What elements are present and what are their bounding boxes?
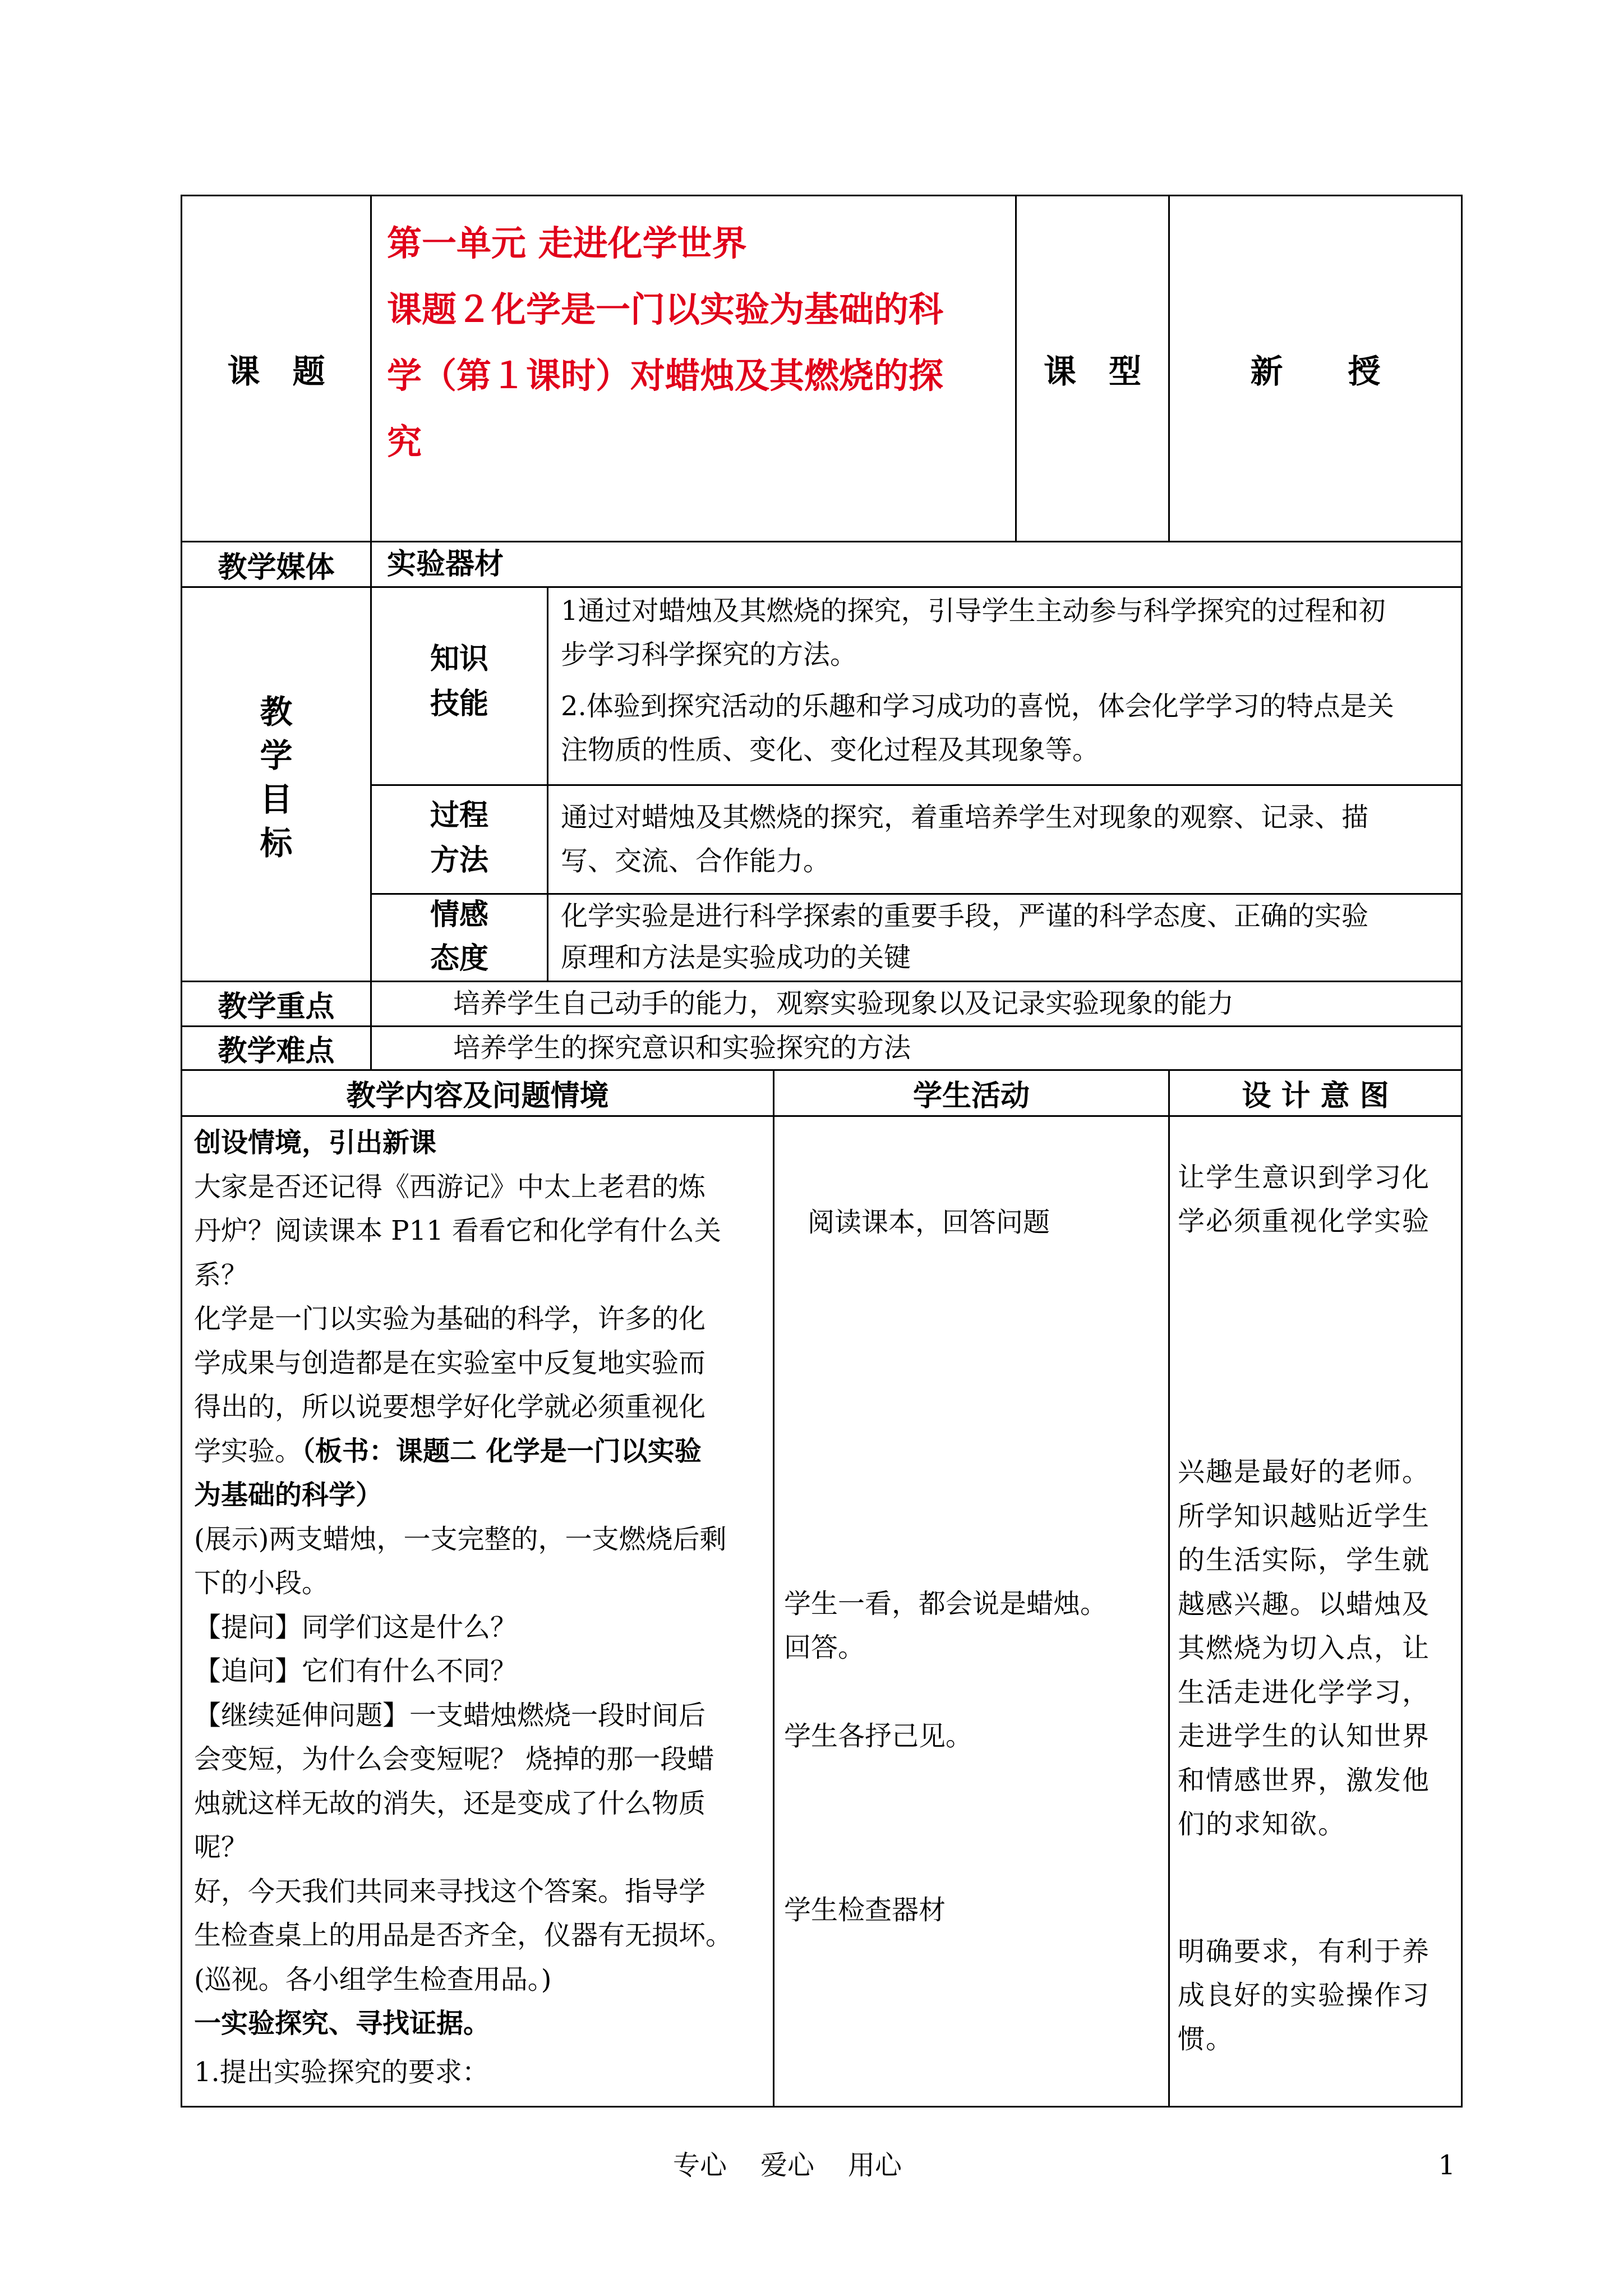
intent-line: 生活走进化学学习， (1178, 1676, 1431, 1708)
objective-label-line: 知识 (430, 642, 488, 676)
content-line: 系？ (194, 1259, 248, 1291)
intent-line: 的生活实际，学生就 (1178, 1544, 1431, 1576)
content-line: 化学是一门以实验为基础的科学，许多的化 (194, 1303, 706, 1335)
objective-text-line: 原理和方法是实验成功的关键 (561, 942, 911, 973)
objectives-label-char: 目 (260, 780, 293, 818)
objective-text-attitude (561, 895, 1458, 978)
intent-line: 其燃烧为切入点，让 (1178, 1632, 1431, 1664)
intent-line: 兴趣是最好的老师。 (1178, 1456, 1431, 1488)
content-line: 1.提出实验探究的要求： (194, 2056, 489, 2088)
activity-item: 学生各抒己见。 (784, 1720, 973, 1752)
column-header-content: 教学内容及问题情境 (346, 1079, 609, 1113)
intent-line: 们的求知欲。 (1178, 1809, 1347, 1840)
intent-block (1178, 1156, 1458, 1243)
objective-label-line: 态度 (430, 941, 488, 976)
activity-item: 阅读课本，回答问题 (808, 1207, 1050, 1238)
column-header-intent: 设 计 意 图 (1242, 1079, 1389, 1113)
objective-text-line: 化学实验是进行科学探索的重要手段，严谨的科学态度、正确的实验 (561, 900, 1369, 932)
objective-label-line: 情感 (430, 898, 488, 932)
objective-text-line: 通过对蜡烛及其燃烧的探究，着重培养学生对现象的观察、记录、描 (561, 802, 1369, 833)
objectives-label-char: 教 (260, 693, 293, 731)
type-label: 课 型 (1043, 352, 1141, 390)
objective-label-line: 技能 (430, 687, 488, 721)
media-value: 实验器材 (387, 547, 504, 581)
difficulty-label: 教学难点 (218, 1034, 335, 1068)
title-line: 课题２化学是一门以实验为基础的科 (387, 289, 944, 330)
activity-item: 回答。 (784, 1632, 865, 1663)
objective-text-process (561, 795, 1458, 883)
content-line: 一实验探究、寻找证据。 (194, 2008, 491, 2039)
content-line: 好，今天我们共同来寻找这个答案。指导学 (194, 1875, 706, 1907)
key-point-value: 培养学生自己动手的能力，观察实验现象以及记录实验现象的能力 (453, 988, 1234, 1019)
activity-item: 学生一看，都会说是蜡烛。 (784, 1588, 1108, 1619)
page-number: 1 (1438, 2150, 1455, 2181)
content-line: 呢？ (194, 1832, 248, 1863)
content-line: (展示)两支蜡烛，一支完整的，一支燃烧后剩 (194, 1523, 727, 1555)
content-line: 下的小段。 (194, 1567, 329, 1599)
content-line: 生检查桌上的用品是否齐全，仪器有无损坏。 (194, 1920, 733, 1951)
objective-text-line: 2.体验到探究活动的乐趣和学习成功的喜悦，体会化学学习的特点是关 (561, 691, 1394, 722)
content-line: 大家是否还记得《西游记》中太上老君的炼 (194, 1171, 706, 1203)
objective-label-knowledge (372, 637, 547, 726)
objectives-label-char: 标 (260, 824, 293, 862)
footer-motto-word: 用心 (848, 2150, 902, 2181)
intent-block (1178, 1450, 1458, 1847)
content-line-text: 学实验。 (194, 1435, 302, 1467)
objectives-label (182, 690, 370, 865)
content-line: 学成果与创造都是在实验室中反复地实验而 (194, 1347, 706, 1379)
difficulty-value: 培养学生的探究意识和实验探究的方法 (453, 1032, 911, 1064)
content-line (194, 1429, 766, 1474)
objectives-label-char: 学 (260, 737, 293, 775)
footer-motto-word: 爱心 (760, 2150, 815, 2181)
content-line: 【追问】它们有什么不同？ (194, 1655, 518, 1687)
title-line: 究 (387, 421, 422, 462)
media-label: 教学媒体 (218, 550, 335, 585)
intent-line: 学必须重视化学实验 (1178, 1205, 1431, 1237)
title-line: 学（第１课时）对蜡烛及其燃烧的探 (387, 355, 944, 396)
objective-text-line: 写、交流、合作能力。 (561, 845, 831, 877)
key-point-label: 教学重点 (218, 990, 335, 1024)
content-line: 得出的，所以说要想学好化学就必须重视化 (194, 1391, 706, 1423)
intent-line: 和情感世界，激发他 (1178, 1764, 1431, 1796)
content-line: 丹炉？阅读课本 P11 看看它和化学有什么关 (194, 1215, 721, 1246)
column-header-activity: 学生活动 (912, 1079, 1030, 1113)
intent-line: 所学知识越贴近学生 (1178, 1500, 1431, 1532)
objective-label-attitude (372, 893, 547, 981)
content-line: 会变短，为什么会变短呢？ 烧掉的那一段蜡 (194, 1743, 714, 1775)
objective-text-line: 1通过对蜡烛及其燃烧的探究，引导学生主动参与科学探究的过程和初 (561, 595, 1386, 627)
intent-block (1178, 1930, 1458, 2061)
objective-label-line: 方法 (430, 843, 488, 877)
type-value: 新 授 (1250, 352, 1381, 390)
content-line: 创设情境，引出新课 (194, 1127, 437, 1158)
teaching-content (194, 1121, 766, 2094)
content-line: 【提问】同学们这是什么？ (194, 1611, 518, 1643)
topic-label: 课 题 (227, 352, 325, 390)
objective-text-line: 注物质的性质、变化、变化过程及其现象等。 (561, 734, 1100, 766)
intent-line: 走进学生的认知世界 (1178, 1720, 1431, 1752)
objective-label-line: 过程 (430, 798, 488, 832)
intent-line: 成良好的实验操作习 (1178, 1980, 1431, 2011)
activity-item: 学生检查器材 (784, 1894, 946, 1926)
title-line: 第一单元 走进化学世界 (387, 223, 747, 264)
intent-line: 让学生意识到学习化 (1178, 1162, 1431, 1193)
content-line: 烛就这样无故的消失，还是变成了什么物质 (194, 1787, 706, 1819)
content-line: (巡视。各小组学生检查用品。) (194, 1963, 552, 1995)
intent-line: 惯。 (1178, 2023, 1234, 2055)
intent-line: 越感兴趣。以蜡烛及 (1178, 1588, 1431, 1620)
board-note: （板书：课题二 化学是一门以实验 (302, 1435, 702, 1467)
footer-motto (673, 2148, 1009, 2182)
content-line: 【继续延伸问题】一支蜡烛燃烧一段时间后 (194, 1699, 706, 1731)
lesson-title (387, 210, 1009, 475)
content-line: 为基础的科学） (194, 1479, 383, 1511)
objective-label-process (372, 793, 547, 883)
intent-line: 明确要求，有利于养 (1178, 1936, 1431, 1967)
objective-text-knowledge (561, 589, 1458, 772)
footer-motto-word: 专心 (673, 2150, 727, 2181)
objective-text-line: 步学习科学探究的方法。 (561, 639, 857, 670)
